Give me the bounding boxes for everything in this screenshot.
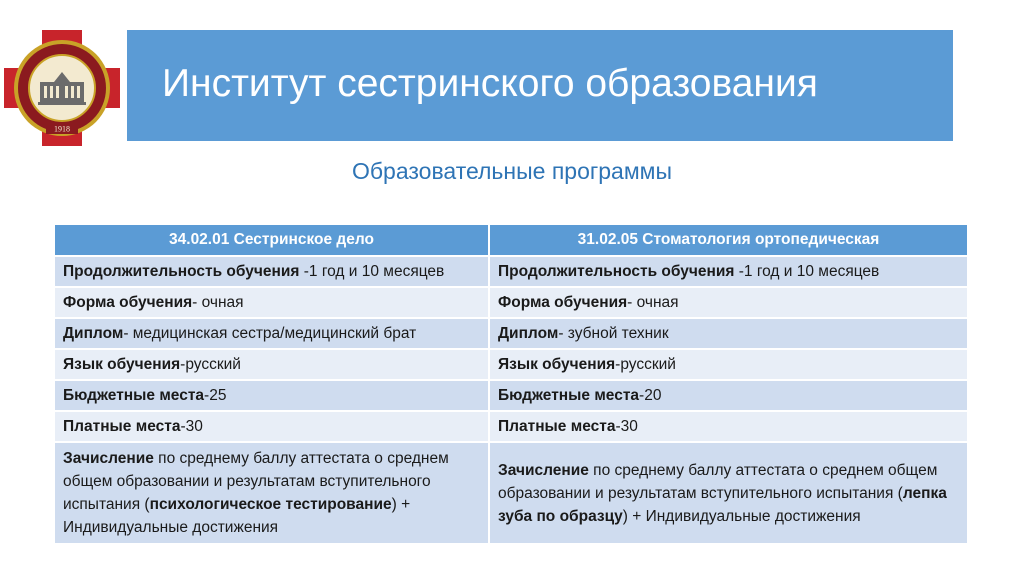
table-row (55, 256, 967, 287)
title-banner (127, 30, 953, 141)
column-header: 34.02.01 Сестринское дело (55, 225, 489, 256)
table-header-row (55, 225, 967, 256)
cell-tail: ) + Индивидуальные достижения (622, 507, 861, 525)
cell-label: Бюджетные места (498, 386, 640, 404)
cell-value: -25 (204, 386, 227, 404)
table-cell (55, 287, 489, 318)
cell-value: -русский (180, 355, 241, 373)
table-cell (55, 411, 489, 442)
cell-value: - очная (192, 293, 244, 311)
cell-label: Зачисление (498, 461, 589, 479)
table-row (55, 442, 967, 544)
table-row (55, 411, 967, 442)
cell-label: Продолжительность обучения (498, 262, 735, 280)
cell-emphasis: психологическое тестирование (149, 496, 392, 513)
cell-label: Платные места (498, 417, 616, 435)
table-cell (489, 287, 967, 318)
table-row (55, 318, 967, 349)
table-cell (55, 442, 489, 544)
university-emblem-icon (4, 30, 120, 146)
column-header: 31.02.05 Стоматология ортопедическая (489, 225, 967, 256)
cell-label: Платные места (63, 417, 181, 435)
cell-emphasis: лепка зуба по образцу (498, 484, 947, 525)
table-cell (55, 349, 489, 380)
cell-label: Язык обучения (498, 355, 616, 373)
cell-value: -1 год и 10 месяцев (734, 262, 880, 280)
cell-value: -30 (180, 417, 203, 435)
cell-label: Диплом (63, 324, 124, 342)
cell-value: по среднему баллу аттестата о среднем общем образовании и результатам вступительного испытания ( (498, 461, 938, 502)
cell-value: -1 год и 10 месяцев (299, 262, 445, 280)
cell-tail: ) + Индивидуальные достижения (63, 496, 411, 536)
cell-value: - медицинская сестра/медицинский брат (123, 324, 417, 342)
table-cell (55, 318, 489, 349)
cell-label: Форма обучения (498, 293, 628, 311)
table-row (55, 349, 967, 380)
table-row (55, 287, 967, 318)
table-cell (489, 411, 967, 442)
cell-value: -30 (615, 417, 638, 435)
table-cell (489, 380, 967, 411)
logo-year: 1918 (54, 124, 70, 134)
programs-table (55, 225, 967, 545)
table-cell (489, 442, 967, 544)
cell-label: Продолжительность обучения (63, 262, 300, 280)
table-cell (55, 380, 489, 411)
cell-label: Форма обучения (63, 293, 193, 311)
table-cell (489, 256, 967, 287)
table-row (55, 380, 967, 411)
cell-value: - зубной техник (558, 324, 669, 342)
table-cell (489, 318, 967, 349)
cell-value: -20 (639, 386, 662, 404)
cell-label: Диплом (498, 324, 559, 342)
cell-label: Бюджетные места (63, 386, 205, 404)
table-cell (489, 349, 967, 380)
section-subtitle: Образовательные программы (351, 158, 672, 184)
cell-value: по среднему баллу аттестата о среднем общем образовании и результатам вступительного испытания ( (63, 450, 449, 513)
cell-value: - очная (627, 293, 679, 311)
table-cell (55, 256, 489, 287)
cell-label: Зачисление (63, 450, 154, 467)
cell-label: Язык обучения (63, 355, 181, 373)
page-title: Институт сестринского образования (162, 62, 818, 105)
cell-value: -русский (615, 355, 676, 373)
